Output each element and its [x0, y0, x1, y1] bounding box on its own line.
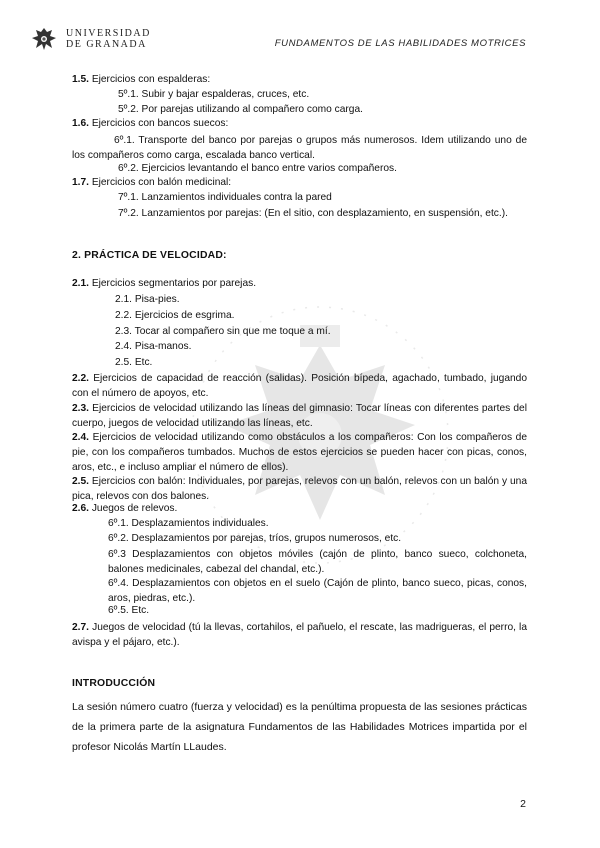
item-number: 2.6.	[72, 503, 89, 514]
item-text: Ejercicios segmentarios por parejas.	[89, 278, 257, 289]
subitem-6-2: 6º.2. Desplazamientos por parejas, tríos, grupos numerosos, etc.	[108, 533, 402, 544]
item-text: Ejercicios de velocidad utilizando las líneas del gimnasio: Tocar líneas con diferentes partes del cuerpo, juegos de velocidad utilizando las líneas, etc.	[72, 403, 527, 429]
item-number: 1.6.	[72, 118, 89, 129]
item-number: 2.7.	[72, 622, 89, 633]
item-text: Ejercicios de capacidad de reacción (salidas). Posición bípeda, agachado, tumbado, jugando con el número de apoyos, etc.	[72, 373, 527, 399]
item-text: Ejercicios con espalderas:	[89, 74, 211, 85]
subitem-6-4: 6º.4. Desplazamientos con objetos en el suelo (Cajón de plinto, banco sueco, picas, conos, aros, piedras, etc.).	[108, 578, 527, 604]
subitem-5-2: 5º.2. Por parejas utilizando al compañero como carga.	[118, 104, 363, 115]
item-2-2	[72, 371, 527, 401]
list-item: 2.4. Pisa-manos.	[115, 341, 192, 352]
item-text: Juegos de velocidad (tú la llevas, cortahilos, el pañuelo, el rescate, las madrigueras, el perro, la avispa y el pájaro, etc.).	[72, 622, 527, 648]
page-number: 2	[520, 798, 526, 810]
item-text: Ejercicios con bancos suecos:	[89, 118, 229, 129]
item-2-5	[72, 474, 527, 504]
university-name-line1: UNIVERSIDAD	[66, 28, 151, 39]
subitem-6-1: 6º.1. Transporte del banco por parejas o grupos más numerosos. Idem utilizando uno de los compañeros como carga, escalada banco vertical.	[72, 135, 527, 161]
list-item: 2.3. Tocar al compañero sin que me toque a mí.	[115, 326, 331, 337]
item-number: 2.5.	[72, 476, 89, 487]
running-header-title: FUNDAMENTOS DE LAS HABILIDADES MOTRICES	[274, 38, 526, 49]
item-2-3	[72, 401, 527, 431]
list-item: 2.1. Pisa-pies.	[115, 294, 180, 305]
subitem-7-2: 7º.2. Lanzamientos por parejas: (En el sitio, con desplazamiento, en suspensión, etc.).	[118, 208, 508, 219]
item-number: 2.2.	[72, 373, 89, 384]
item-2-7	[72, 620, 527, 650]
subitem-7-1: 7º.1. Lanzamientos individuales contra la pared	[118, 192, 332, 203]
item-2-1	[72, 278, 256, 290]
subitem-6-5: 6º.5. Etc.	[108, 605, 150, 616]
item-1-6	[72, 118, 228, 130]
list-item: 2.5. Etc.	[115, 357, 153, 368]
item-number: 2.4.	[72, 432, 89, 443]
item-2-6	[72, 503, 177, 515]
item-text: Ejercicios con balón medicinal:	[89, 177, 232, 188]
university-name-line2: DE GRANADA	[66, 39, 147, 50]
item-1-7	[72, 177, 231, 189]
subitem-6-3: 6º.3 Desplazamientos con objetos móviles (cajón de plinto, banco sueco, colchoneta, balones medicinales, cabezal del chandal, etc.).	[108, 549, 527, 575]
item-number: 2.3.	[72, 403, 89, 414]
section-title-introduccion: INTRODUCCIÓN	[72, 678, 156, 689]
item-text: Ejercicios con balón: Individuales, por parejas, relevos con un balón, relevos con un balón y una pica, relevos con dos balones.	[72, 476, 527, 502]
subitem-5-1: 5º.1. Subir y bajar espalderas, cruces, etc.	[118, 89, 310, 100]
item-text: Juegos de relevos.	[89, 503, 178, 514]
list-item: 2.2. Ejercicios de esgrima.	[115, 310, 235, 321]
university-crest-icon	[30, 26, 58, 52]
item-number: 1.7.	[72, 177, 89, 188]
intro-paragraph: La sesión número cuatro (fuerza y velocidad) es la penúltima propuesta de las sesiones prácticas de la primera parte de la asignatura Fundamentos de las Habilidades Motrices impartida por el profesor Nicolás Martín LLaudes.	[72, 701, 527, 753]
subitem-6-2: 6º.2. Ejercicios levantando el banco entre varios compañeros.	[118, 163, 397, 174]
item-number: 1.5.	[72, 74, 89, 85]
item-number: 2.1.	[72, 278, 89, 289]
section-title-velocidad: 2. PRÁCTICA DE VELOCIDAD:	[72, 250, 227, 261]
subitem-6-1: 6º.1. Desplazamientos individuales.	[108, 518, 269, 529]
item-2-4	[72, 430, 527, 475]
item-text: Ejercicios de velocidad utilizando como obstáculos a los compañeros: Con los compañeros de pie, con los compañeros tumbados. Muchos de estos ejercicios se pueden hacer con picas, conos, aros, etc., e incluso ampliar el número de ellos).	[72, 432, 527, 473]
item-1-5	[72, 74, 210, 86]
